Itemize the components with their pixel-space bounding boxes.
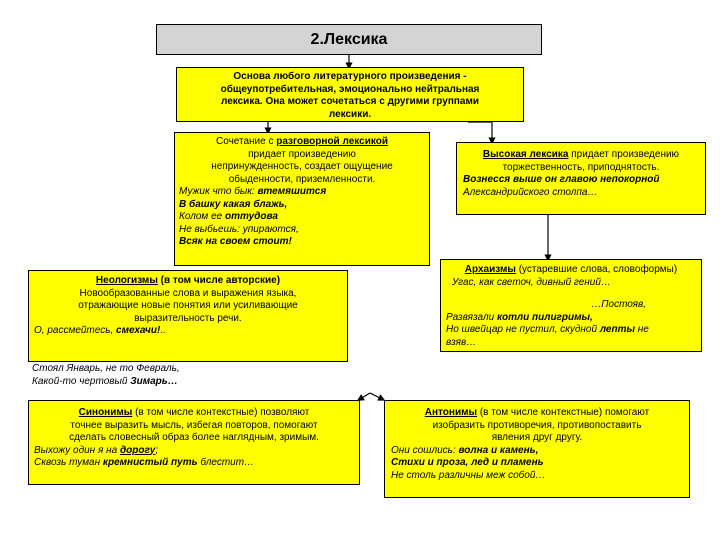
- colloquial-line: обыденности, приземленности.: [228, 173, 376, 185]
- archaisms-quote: Угас, как светоч, дивный гений…: [452, 276, 611, 288]
- colloquial-line: придает произведению: [248, 148, 356, 160]
- high-text: торжественность, приподнятость.: [502, 161, 660, 173]
- quote-text: Мужик что бык:: [179, 186, 258, 197]
- neologisms-text: (в том числе авторские): [157, 275, 281, 286]
- antonyms-line: изобразить противоречия, противопоставить: [432, 419, 642, 431]
- neologisms-line: выразительность речи.: [134, 312, 242, 324]
- title-box: [156, 24, 542, 55]
- quote-text: ;: [155, 444, 159, 456]
- synonyms-term: Синонимы: [78, 407, 133, 418]
- free-quote: [32, 363, 332, 388]
- quote-text: Развязали: [446, 311, 497, 323]
- quote-emphasis: Всяк на своем стоит!: [179, 236, 292, 247]
- antonyms-box: [384, 400, 690, 498]
- synonyms-box: [28, 400, 360, 485]
- high-lexicon-box: [456, 142, 706, 215]
- archaisms-text: (устаревшие слова, словоформы): [515, 264, 678, 275]
- quote-text: О, рассмейтесь,: [34, 325, 117, 336]
- high-text: придает произведению: [568, 149, 680, 160]
- quote-emphasis: втемяшится: [257, 186, 327, 197]
- neutral-line: лексики.: [328, 108, 372, 120]
- antonyms-quote: Стихи и проза, лед и пламень: [391, 457, 544, 468]
- neologisms-box: [28, 270, 348, 362]
- quote-emphasis: дорогу: [119, 444, 156, 456]
- quote-text: Не выбьешь: упираются,: [179, 223, 299, 235]
- neologisms-line: Новообразованные слова и выражения языка,: [79, 287, 297, 299]
- archaisms-box: [440, 259, 702, 352]
- high-quote: Вознесся выше он главою непокорной: [463, 174, 660, 185]
- arrow-center-to-antonyms: [370, 393, 382, 399]
- quote-text: Выхожу один я на: [34, 444, 120, 456]
- antonyms-term: Антонимы: [424, 407, 478, 418]
- archaisms-quote: …Постояв,: [591, 299, 646, 310]
- high-term: Высокая лексика: [482, 149, 569, 160]
- quote-emphasis: волна и камень,: [458, 444, 539, 456]
- synonyms-line: точнее выразить мысль, избегая повторов, помогают: [70, 419, 318, 431]
- arrow-center-to-synonyms: [360, 393, 370, 399]
- quote-emphasis: В башку какая блажь,: [179, 198, 288, 210]
- quote-emphasis: лепты: [599, 324, 636, 335]
- antonyms-text: (в том числе контекстные) помогают: [477, 407, 650, 418]
- quote-emphasis: котли пилигримы,: [496, 311, 593, 323]
- colloquial-quote: [179, 186, 425, 249]
- quote-text: Какой-то чертовый: [32, 375, 131, 387]
- quote-emphasis: кремнистый путь: [102, 457, 198, 468]
- quote-emphasis: Зимарь…: [130, 375, 178, 387]
- neutral-line: лексика. Она может сочетаться с другими группами: [220, 96, 480, 107]
- neologisms-term: Неологизмы: [95, 275, 158, 286]
- free-quote-line: Стоял Январь, не то Февраль,: [32, 363, 180, 374]
- archaisms-quote: взяв…: [446, 336, 477, 348]
- quote-text: не: [635, 324, 649, 335]
- archaisms-term: Архаизмы: [464, 264, 516, 275]
- neutral-line: общеупотребительная, эмоционально нейтральная: [220, 83, 480, 95]
- colloquial-line: непринужденность, создает ощущение: [211, 161, 393, 172]
- quote-text: Они сошлись:: [391, 444, 459, 456]
- quote-text: Колом ее: [179, 211, 225, 222]
- arrow-neutral-to-high: [468, 122, 492, 141]
- neutral-line: Основа любого литературного произведения -: [233, 71, 467, 82]
- synonyms-line: сделать словесный образ более наглядным, зримым.: [69, 432, 319, 443]
- colloquial-term: разговорной лексикой: [276, 136, 388, 147]
- quote-text: блестит…: [197, 457, 255, 468]
- colloquial-intro: Сочетание с: [216, 136, 277, 147]
- neutral-lexicon-box: [176, 67, 524, 122]
- synonyms-text: (в том числе контекстные) позволяют: [132, 407, 310, 418]
- quote-text: ..: [160, 325, 166, 336]
- page-title: 2.Лексика: [310, 30, 388, 48]
- quote-text: Но швейцар не пустил, скудной: [446, 324, 600, 335]
- neologisms-line: отражающие новые понятия или усиливающие: [78, 300, 298, 311]
- quote-text: Сквозь туман: [34, 457, 103, 468]
- quote-emphasis: оттудова: [224, 211, 278, 222]
- quote-emphasis: смехачи!: [116, 325, 161, 336]
- colloquial-lexicon-box: [174, 132, 430, 266]
- antonyms-line: явления друг другу.: [491, 432, 583, 443]
- high-quote: Александрийского столпа…: [463, 186, 598, 198]
- antonyms-quote: Не столь различны меж собой…: [391, 469, 546, 481]
